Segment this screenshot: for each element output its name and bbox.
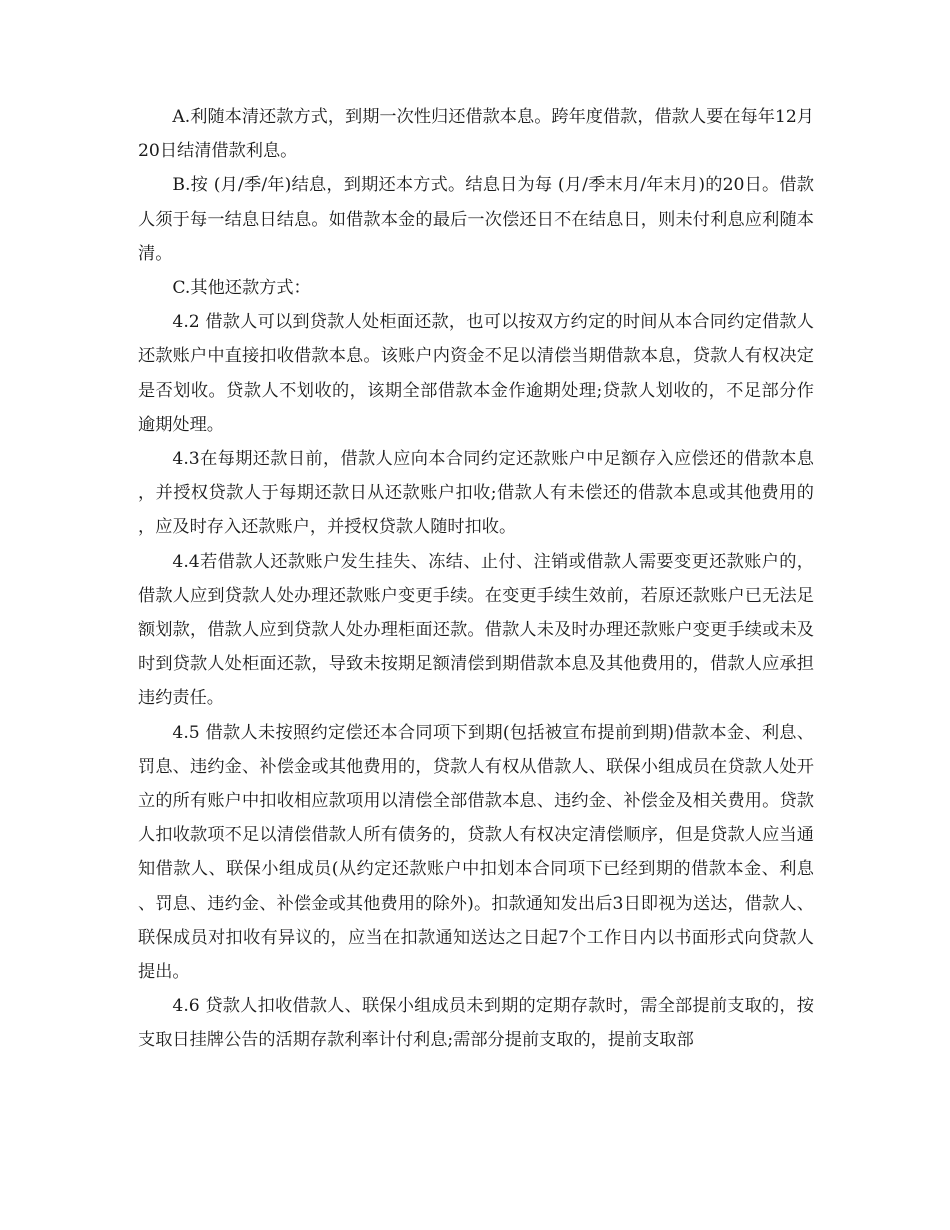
paragraph-clause-4-3: 4.3在每期还款日前，借款人应向本合同约定还款账户中足额存入应偿还的借款本息，并授权贷款人于每期还款日从还款账户扣收;借款人有未偿还的借款本息或其他费用的，应及时存入还款账户，并授权贷款人随时扣收。 — [138, 449, 814, 538]
paragraph-clause-4-6: 4.6 贷款人扣收借款人、联保小组成员未到期的定期存款时，需全部提前支取的，按支取日挂牌公告的活期存款利率计付利息;需部分提前支取的，提前支取部 — [138, 996, 814, 1051]
document-page — [138, 100, 814, 1058]
paragraph-clause-4-5: 4.5 借款人未按照约定偿还本合同项下到期(包括被宣布提前到期)借款本金、利息、罚息、违约金、补偿金或其他费用的，贷款人有权从借款人、联保小组成员在贷款人处开立的所有账户中扣收相应款项用以清偿全部借款本息、违约金、补偿金及相关费用。贷款人扣收款项不足以清偿借款人所有债务的，贷款人有权决定清偿顺序，但是贷款人应当通知借款人、联保小组成员(从约定还款账户中扣划本合同项下已经到期的借款本金、利息、罚息、违约金、补偿金或其他费用的除外)。扣款通知发出后3日即视为送达，借款人、联保成员对扣收有异议的，应当在扣款通知送达之日起7个工作日内以书面形式向贷款人提出。 — [138, 722, 814, 983]
paragraph-repayment-option-a: A.利随本清还款方式，到期一次性归还借款本息。跨年度借款，借款人要在每年12月20日结清借款利息。 — [138, 107, 814, 162]
paragraph-repayment-option-b: B.按 (月/季/年)结息，到期还本方式。结息日为每 (月/季末月/年末月)的20日。借款人须于每一结息日结息。如借款本金的最后一次偿还日不在结息日，则未付利息应利随本清。 — [138, 175, 814, 264]
paragraph-clause-4-4: 4.4若借款人还款账户发生挂失、冻结、止付、注销或借款人需要变更还款账户的，借款人应到贷款人处办理还款账户变更手续。在变更手续生效前，若原还款账户已无法足额划款，借款人应到贷款人处办理柜面还款。借款人未及时办理还款账户变更手续或未及时到贷款人处柜面还款，导致未按期足额清偿到期借款本息及其他费用的，借款人应承担违约责任。 — [138, 551, 814, 709]
paragraph-repayment-option-c: C.其他还款方式： — [172, 278, 311, 299]
paragraph-clause-4-2: 4.2 借款人可以到贷款人处柜面还款，也可以按双方约定的时间从本合同约定借款人还款账户中直接扣收借款本息。该账户内资金不足以清偿当期借款本息，贷款人有权决定是否划收。贷款人不划收的，该期全部借款本金作逾期处理;贷款人划收的，不足部分作逾期处理。 — [138, 312, 814, 435]
